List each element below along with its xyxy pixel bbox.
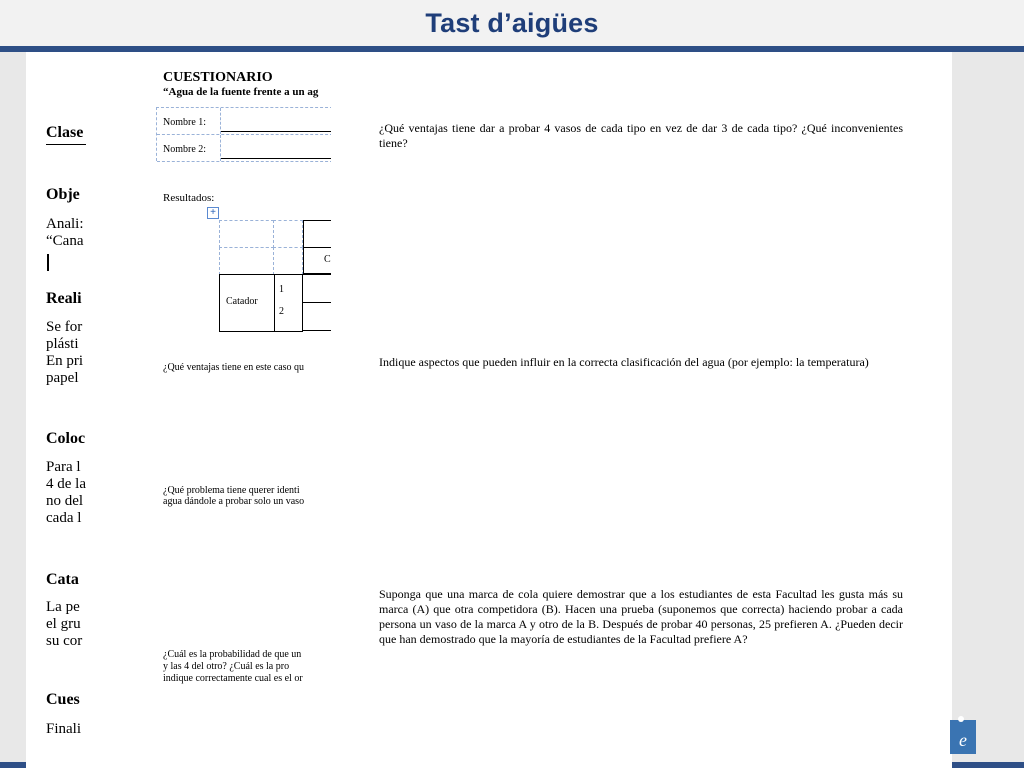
document-text-line: no del [46, 493, 84, 509]
table-cell[interactable] [303, 302, 331, 331]
table-cell[interactable] [303, 247, 331, 274]
table-cell[interactable] [303, 274, 331, 303]
document-heading: Cata [46, 571, 79, 588]
catador-label: Catador [226, 296, 258, 307]
question-problema-line1: ¿Qué problema tiene querer identi [163, 485, 300, 496]
table-row-label-cell[interactable] [219, 274, 275, 332]
background-document [46, 52, 86, 768]
question-cola: Suponga que una marca de cola quiere demostrar que a los estudiantes de esta Facultad les gusta más su marca (A) que otra competidora (B). Hacen una prueba (suponemos que correcta) haciendo probar a cada persona un vaso de la marca A y otro de la B. Después de probar 40 personas, 25 prefieren A. ¿Pueden decir que han demostrado que la mayoría de estudiantes de la Facultad prefiere A? [379, 587, 903, 646]
document-text-line: papel [46, 370, 79, 386]
names-form [156, 107, 331, 161]
heading-underline [46, 144, 86, 145]
bottom-accent-rule-right [952, 762, 1024, 768]
name1-row [157, 108, 331, 135]
document-text-line: Finali [46, 721, 82, 737]
document-heading: Reali [46, 290, 82, 307]
question-ventajas: ¿Qué ventajas tiene en este caso qu [163, 362, 305, 373]
row-number-2: 2 [279, 306, 284, 317]
document-text-line: su cor [46, 633, 83, 649]
slide-title: Tast d’aigües [425, 8, 599, 38]
question-probabilidad-line3: indique correctamente cual es el or [163, 673, 303, 684]
document-text-line: “Cana [46, 233, 84, 249]
document-heading: Obje [46, 186, 80, 203]
document-text-line: plásti [46, 336, 79, 352]
document-text-line: En pri [46, 353, 84, 369]
questionnaire-title: CUESTIONARIO [163, 70, 273, 85]
uv-logo-icon: e [950, 720, 976, 754]
name2-row [157, 135, 331, 162]
text-cursor [47, 254, 49, 271]
document-text-line: Se for [46, 319, 83, 335]
question-vasos: ¿Qué ventajas tiene dar a probar 4 vasos de cada tipo en vez de dar 3 de cada tipo? ¿Qué inconvenientes tiene? [379, 121, 903, 150]
table-move-handle-icon[interactable]: + [207, 207, 219, 219]
table-index-cell[interactable] [274, 274, 303, 332]
questionnaire-subtitle: “Agua de la fuente frente a un ag [163, 86, 319, 98]
table-cell[interactable] [303, 220, 331, 248]
question-probabilidad-line1: ¿Cuál es la probabilidad de que un [163, 649, 302, 660]
document-heading: Coloc [46, 430, 86, 447]
bottom-accent-rule-left [0, 762, 26, 768]
left-margin-band [0, 52, 26, 768]
results-label: Resultados: [163, 192, 215, 204]
right-margin-band [952, 52, 1024, 768]
question-aspectos: Indique aspectos que pueden influir en la correcta clasificación del agua (por ejemplo: la temperatura) [379, 355, 869, 369]
row-number-1: 1 [279, 284, 284, 295]
name1-label: Nombre 1: [163, 117, 207, 128]
table-header-partial: C [324, 254, 331, 265]
name2-field[interactable] [221, 158, 331, 159]
question-probabilidad-line2: y las 4 del otro? ¿Cuál es la pro [163, 661, 290, 672]
document-text-line: Anali: [46, 216, 84, 232]
table-cell[interactable] [219, 220, 274, 248]
logo-dot [958, 716, 964, 722]
name2-label: Nombre 2: [163, 144, 207, 155]
document-text-line: el gru [46, 616, 81, 632]
document-text-line: cada l [46, 510, 82, 526]
document-text-line: 4 de la [46, 476, 86, 492]
document-heading: Cues [46, 691, 80, 708]
table-cell[interactable] [219, 247, 274, 275]
table-cell[interactable] [273, 247, 303, 275]
question-problema-line2: agua dándole a probar solo un vaso [163, 496, 305, 507]
document-text-line: La pe [46, 599, 80, 615]
table-cell[interactable] [273, 220, 303, 248]
questionnaire-document [156, 64, 331, 694]
document-heading: Clase [46, 124, 84, 141]
name1-field[interactable] [221, 131, 331, 132]
document-text-line: Para l [46, 459, 81, 475]
